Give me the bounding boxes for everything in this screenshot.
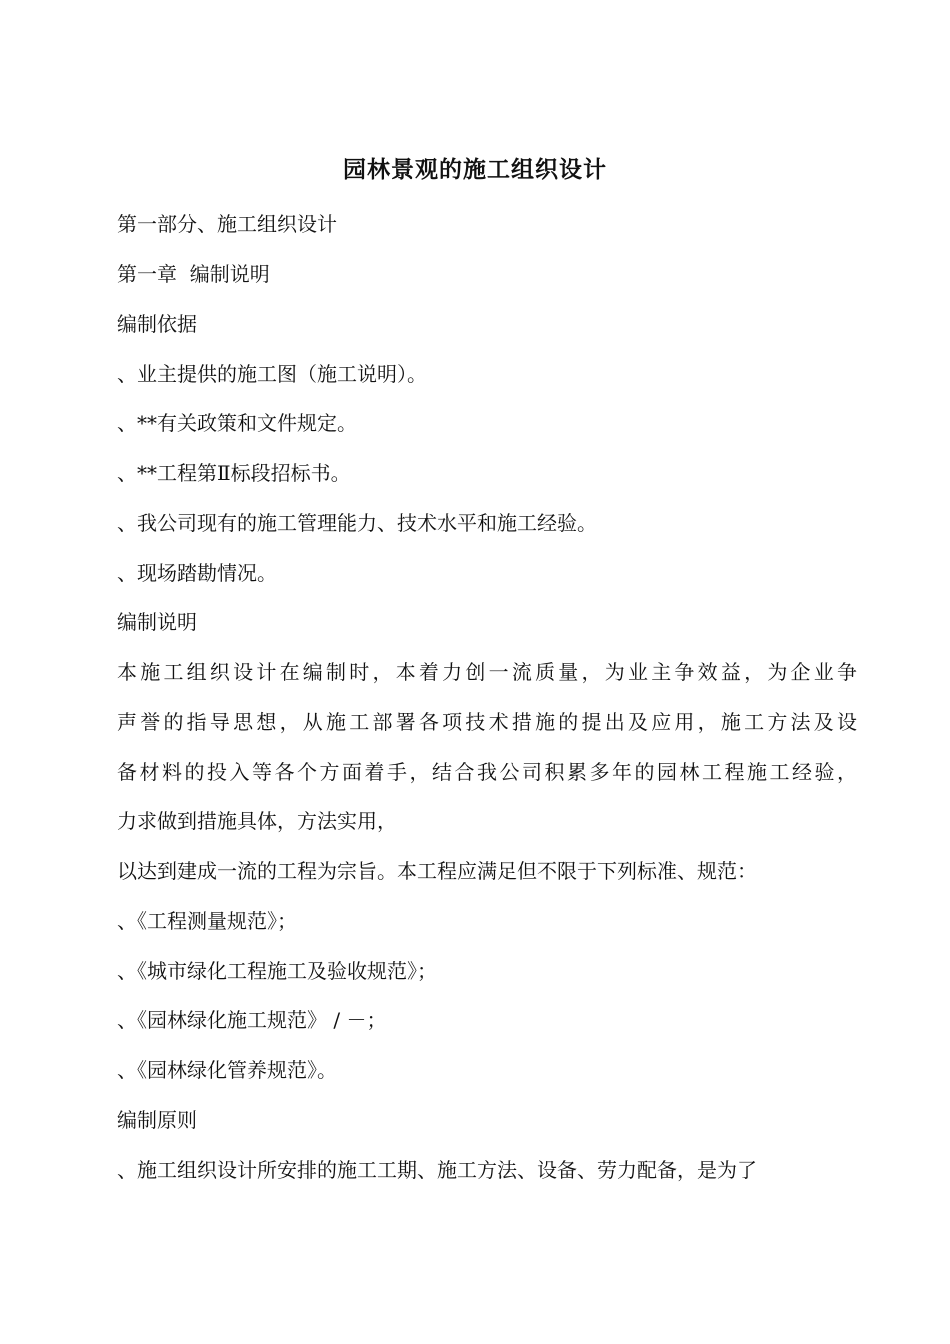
standard-item: 、《城市绿化工程施工及验收规范》； (117, 959, 437, 983)
basis-item: 、业主提供的施工图（施工说明）。 (117, 362, 427, 386)
description-paragraph-line: 声誉的指导思想，从施工部署各项技术措施的提出及应用，施工方法及设 (117, 710, 857, 734)
section-heading-description: 编制说明 (117, 610, 197, 634)
standard-item: 、《工程测量规范》； (117, 909, 297, 933)
description-paragraph-line: 备材料的投入等各个方面着手，结合我公司积累多年的园林工程施工经验， (117, 760, 857, 784)
document-title: 园林景观的施工组织设计 (343, 156, 607, 183)
standard-item: 、《园林绿化管养规范》。 (117, 1058, 337, 1082)
basis-item: 、现场踏勘情况。 (117, 561, 277, 585)
standard-item: 、《园林绿化施工规范》 / －； (117, 1008, 387, 1032)
description-paragraph-line: 本施工组织设计在编制时，本着力创一流质量，为业主争效益，为企业争 (117, 660, 857, 684)
chapter-heading: 第一章 编制说明 (117, 262, 270, 286)
part-heading: 第一部分、施工组织设计 (117, 212, 337, 236)
basis-item: 、我公司现有的施工管理能力、技术水平和施工经验。 (117, 511, 597, 535)
description-paragraph-line: 力求做到措施具体，方法实用， (117, 809, 397, 833)
section-heading-principles: 编制原则 (117, 1108, 197, 1132)
section-heading-basis: 编制依据 (117, 312, 197, 336)
basis-item: 、**有关政策和文件规定。 (117, 411, 357, 435)
description-paragraph-2: 以达到建成一流的工程为宗旨。本工程应满足但不限于下列标准、规范： (117, 859, 757, 883)
principles-item: 、施工组织设计所安排的施工工期、施工方法、设备、劳力配备，是为了 (117, 1158, 757, 1182)
basis-item: 、**工程第Ⅱ标段招标书。 (117, 461, 351, 485)
